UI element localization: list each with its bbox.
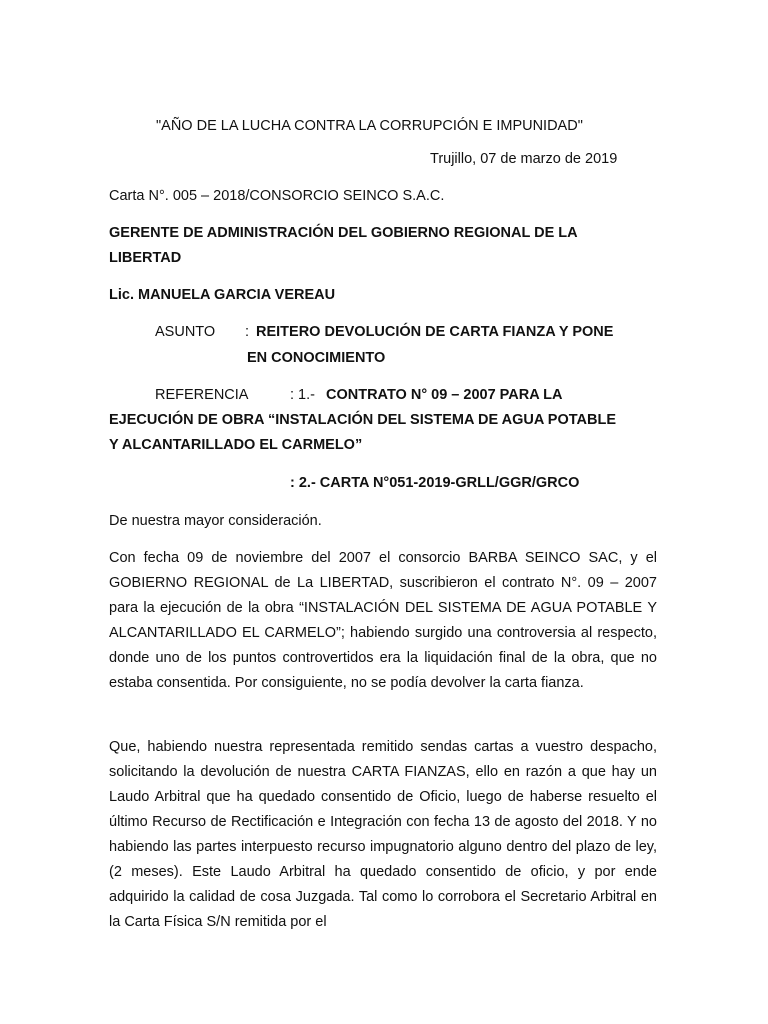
referencia-item1-line2: EJECUCIÓN DE OBRA “INSTALACIÓN DEL SISTEMA DE AGUA POTABLE — [109, 412, 616, 428]
asunto-separator: : — [245, 324, 250, 340]
referencia-item2: : 2.- CARTA N°051-2019-GRLL/GGR/GRCO — [290, 475, 580, 491]
asunto-text-line1: REITERO DEVOLUCIÓN DE CARTA FIANZA Y PONE — [256, 324, 614, 340]
letter-number: Carta N°. 005 – 2018/CONSORCIO SEINCO S.A.C. — [109, 188, 445, 204]
referencia-item1-line1: CONTRATO N° 09 – 2007 PARA LA — [326, 387, 563, 403]
body-paragraph-2: Que, habiendo nuestra representada remitido sendas cartas a vuestro despacho, solicitando la devolución de nuestra CARTA FIANZAS, ello en razón a que hay un Laudo Arbitral que ha quedado consentido de Oficio, luego de haberse resuelto el último Recurso de Rectificación e Integración con fecha 13 de agosto del 2018. Y no habiendo las partes interpuesto recurso impugnatorio alguno dentro del plazo de ley, (2 meses). Este Laudo Arbitral ha quedado consentido de oficio, y por ende adquirido la calidad de cosa Juzgada. Tal como lo corrobora el Secretario Arbitral en la Carta Física S/N remitida por el — [109, 739, 657, 930]
body-paragraph-1: Con fecha 09 de noviembre del 2007 el consorcio BARBA SEINCO SAC, y el GOBIERNO REGIONAL de La LIBERTAD, suscribieron el contrato N°. 09 – 2007 para la ejecución de la obra “INSTALACIÓN DEL SISTEMA DE AGUA POTABLE Y ALCANTARILLADO EL CARMELO”; habiendo surgido una controversia al respecto, donde uno de los puntos controvertidos era la liquidación final de la obra, que no estaba consentida. Por consiguiente, no se podía devolver la carta fianza. — [109, 550, 657, 691]
place-date: Trujillo, 07 de marzo de 2019 — [430, 151, 618, 167]
asunto-text-line2: EN CONOCIMIENTO — [247, 350, 386, 366]
referencia-label: REFERENCIA — [155, 387, 249, 403]
recipient-title-line2: LIBERTAD — [109, 250, 182, 266]
asunto-label: ASUNTO — [155, 324, 216, 340]
referencia-item1-line3: Y ALCANTARILLADO EL CARMELO” — [109, 437, 363, 453]
referencia-item1-prefix: : 1.- — [290, 387, 315, 403]
greeting: De nuestra mayor consideración. — [109, 513, 322, 529]
recipient-name: Lic. MANUELA GARCIA VEREAU — [109, 287, 336, 303]
recipient-title-line1: GERENTE DE ADMINISTRACIÓN DEL GOBIERNO REGIONAL DE LA — [109, 225, 578, 241]
year-motto: "AÑO DE LA LUCHA CONTRA LA CORRUPCIÓN E IMPUNIDAD" — [156, 118, 583, 134]
